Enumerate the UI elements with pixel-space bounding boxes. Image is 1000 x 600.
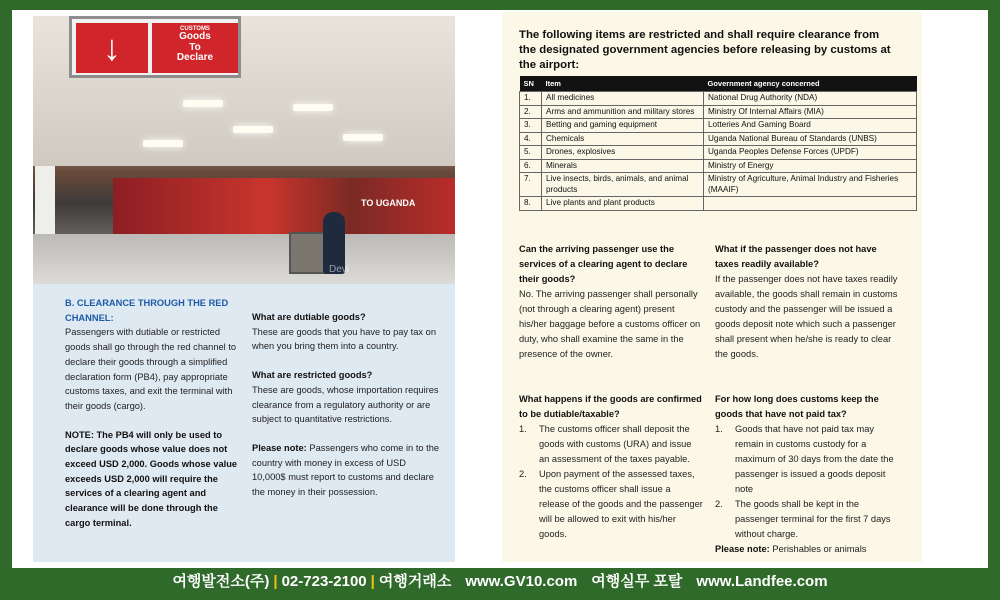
restricted-items-title: The following items are restricted and shall require clearance from the designated government agencies before releasing by customs at the airport: [519, 29, 891, 71]
step-text: The customs officer shall deposit the goods with customs (URA) and issue an assessment of the taxes payable. [539, 424, 692, 464]
list-item [715, 497, 903, 542]
answer-no-taxes: If the passenger does not have taxes readily available, the goods shall remain in customs custody and the passenger will be issued a goods deposit note which such a passenger shall present when he/she is ready to clear the goods. [715, 274, 898, 359]
cell-agency: Uganda National Bureau of Standards (UNBS) [704, 132, 917, 146]
sign-line-3: Declare [176, 52, 214, 64]
goods-to-declare-sign [69, 16, 241, 78]
down-arrow-icon: ↓ [76, 23, 148, 73]
cell-sn: 1. [520, 92, 542, 106]
step-number: 1. [715, 424, 723, 434]
cell-item: Chemicals [542, 132, 704, 146]
ceiling-light [293, 104, 333, 111]
cell-agency [704, 197, 917, 211]
header-item: Item [542, 76, 704, 92]
left-page [33, 16, 455, 562]
sign-line-1: Goods [179, 31, 211, 43]
cell-item: Minerals [542, 159, 704, 173]
step-number: 2. [715, 499, 723, 509]
please-note-text: Perishables or animals [769, 544, 867, 554]
phone-number: 02-723-2100 [281, 573, 367, 590]
please-note-label: Please note: [715, 544, 770, 554]
cell-sn: 4. [520, 132, 542, 146]
question-goods-dutiable: What happens if the goods are confirmed to be dutiable/taxable? [519, 394, 702, 419]
ceiling-light [183, 100, 223, 107]
separator: | [273, 573, 278, 590]
pb4-note: NOTE: The PB4 will only be used to declare goods whose value does not exceed USD 2,000. Goods whose value exceeds USD 2,000 will require the services of a clearing agent and clearance will be done through the cargo terminal. [65, 429, 238, 528]
right-page [502, 12, 922, 562]
step-number: 1. [519, 424, 527, 434]
cell-agency: Uganda Peoples Defense Forces (UPDF) [704, 146, 917, 160]
header-sn: SN [520, 76, 542, 92]
separator: | [370, 573, 375, 590]
question-restricted: What are restricted goods? [252, 370, 373, 381]
money-note [252, 441, 442, 500]
banner-text: TO UGANDA [361, 198, 416, 208]
ceiling-light [343, 134, 383, 141]
cell-agency: Lotteries And Gaming Board [704, 119, 917, 133]
cell-agency: Ministry of Energy [704, 159, 917, 173]
question-no-taxes: What if the passenger does not have taxes readily available? [715, 244, 877, 269]
sign-customs-label: CUSTOMS [180, 26, 210, 32]
website-link-landfee[interactable]: www.Landfee.com [696, 573, 828, 590]
cell-sn: 5. [520, 146, 542, 160]
table-header-row [520, 76, 917, 92]
answer-clearing-agent: No. The arriving passenger shall personally (not through a clearing agent) present his/her baggage before a customs officer on duty, who shall examine the same in the presence of the owner. [519, 289, 701, 359]
table-row [520, 146, 917, 160]
website-link-gv10[interactable]: www.GV10.com [465, 573, 578, 590]
section-heading: B. CLEARANCE THROUGH THE RED CHANNEL: [65, 298, 229, 323]
answer-dutiable: These are goods that you have to pay tax on when you bring them into a country. [252, 326, 436, 352]
portal-name: 여행실무 포탈 [591, 573, 683, 590]
header-agency: Government agency concerned [704, 76, 917, 92]
question-how-long: For how long does customs keep the goods that have not paid tax? [715, 394, 879, 419]
cell-agency: Ministry of Agriculture, Animal Industry and Fisheries (MAAIF) [704, 173, 917, 197]
no-taxes-qa [715, 242, 903, 362]
section-body: Passengers with dutiable or restricted goods shall go through the red channel to declare their goods through a simplified declaration form (PB4), pay appropriate customs taxes, and exit the terminal with their goods (cargo). [65, 327, 237, 411]
sign-line-2: To [189, 41, 201, 53]
question-dutiable: What are dutiable goods? [252, 312, 366, 322]
answer-restricted: These are goods, whose importation requires clearance from a regulatory authority or are subject to quantitative restrictions. [252, 384, 439, 425]
floor [33, 234, 455, 284]
cell-item: Live plants and plant products [542, 197, 704, 211]
restricted-items-table [519, 76, 917, 211]
ceiling-light [143, 140, 183, 147]
question-clearing-agent: Can the arriving passenger use the services of a clearing agent to declare their goods? [519, 244, 688, 284]
cell-sn: 2. [520, 105, 542, 119]
cell-sn: 8. [520, 197, 542, 211]
exchange-name: 여행거래소 [378, 573, 452, 590]
footer-bar [0, 568, 1000, 600]
step-number: 2. [519, 469, 527, 479]
table-row [520, 92, 917, 106]
agent-qa [519, 242, 703, 362]
cell-sn: 7. [520, 173, 542, 197]
step-text: Upon payment of the assessed taxes, the customs officer shall issue a release of the goods and the passenger will be allowed to exit with his/her goods. [539, 469, 703, 539]
list-item [715, 422, 903, 497]
table-row [520, 105, 917, 119]
ceiling-light [233, 126, 273, 133]
company-name: 여행발전소(주) [172, 573, 270, 590]
list-item [519, 467, 703, 542]
cell-item: Betting and gaming equipment [542, 119, 704, 133]
how-long-qa [715, 392, 903, 557]
perishables-note [715, 542, 903, 557]
step-text: Goods that have not paid tax may remain in customs custody for a maximum of 30 days from the date the passenger is issued a goods deposit note [735, 424, 894, 494]
cell-sn: 6. [520, 159, 542, 173]
step-text: The goods shall be kept in the passenger terminal for the first 7 days without charge. [735, 499, 891, 539]
cell-item: Live insects, birds, animals, and animal products [542, 173, 704, 197]
sign-text [152, 23, 238, 73]
dutiable-qa [519, 392, 703, 542]
table-row [520, 119, 917, 133]
dutiable-steps [519, 422, 703, 542]
list-item [519, 422, 703, 467]
cell-item: Drones, explosives [542, 146, 704, 160]
left-column-1 [65, 296, 243, 531]
cell-item: Arms and ammunition and military stores [542, 105, 704, 119]
please-note-text: Passengers who come in to the country with money in excess of USD 10,000$ must report to customs and declare the money in their possession. [252, 442, 440, 498]
cell-agency: Ministry Of Internal Affairs (MIA) [704, 105, 917, 119]
cell-sn: 3. [520, 119, 542, 133]
airport-photo [33, 16, 455, 284]
table-row [520, 173, 917, 197]
cell-agency: National Drug Authority (NDA) [704, 92, 917, 106]
how-long-steps [715, 422, 903, 542]
table-row [520, 197, 917, 211]
table-row [520, 132, 917, 146]
left-column-2 [252, 296, 442, 500]
watermark: Devi [329, 264, 350, 275]
table-row [520, 159, 917, 173]
please-note-label: Please note: [252, 442, 307, 453]
cell-item: All medicines [542, 92, 704, 106]
